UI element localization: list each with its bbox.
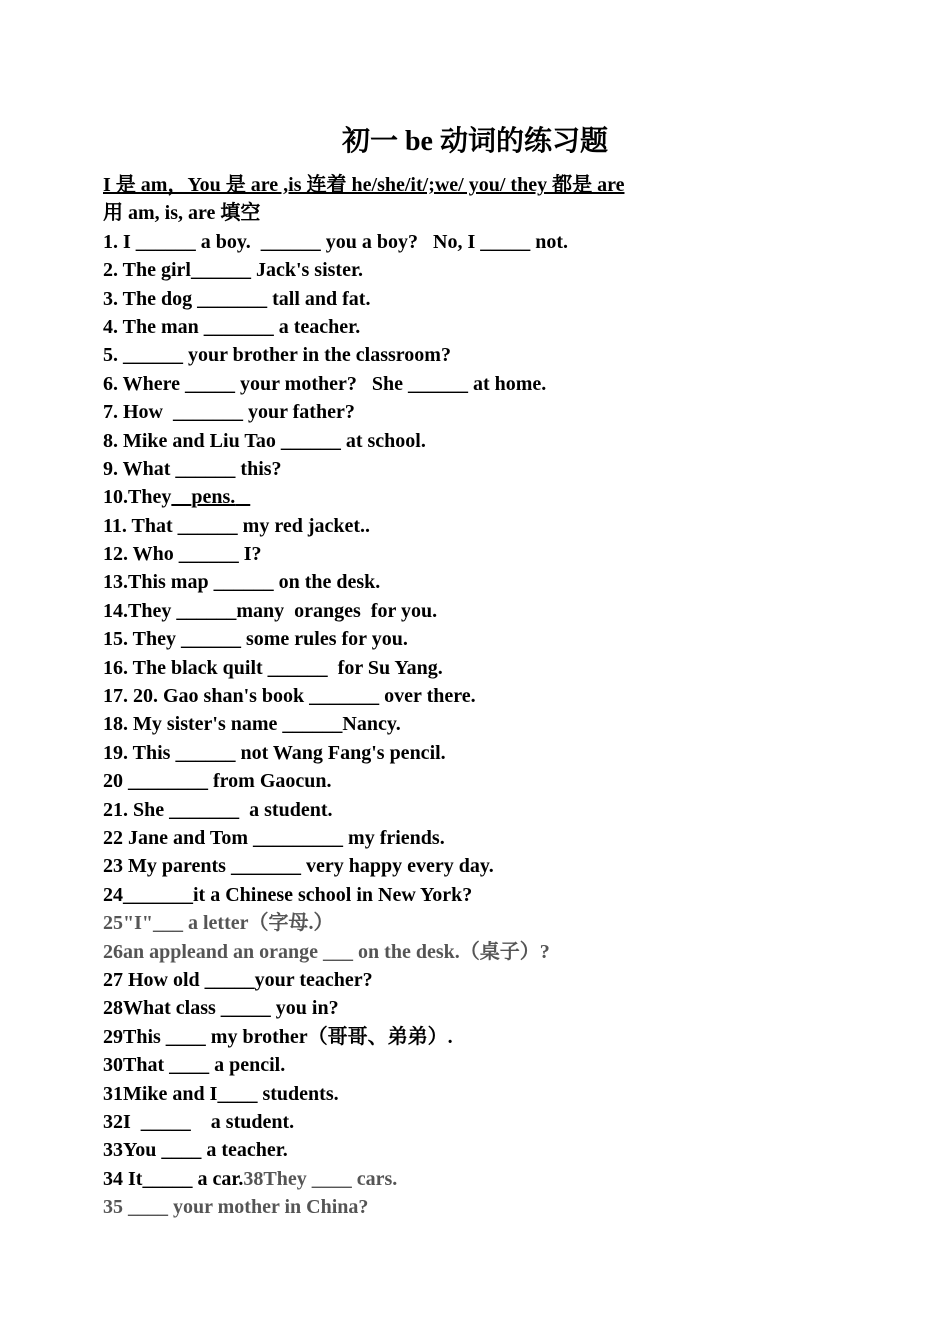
question-38-text: 38They ____ cars. (243, 1167, 398, 1190)
question-27: 27 How old _____your teacher? (103, 968, 373, 991)
question-18: 18. My sister's name ______Nancy. (103, 713, 401, 736)
question-8: 8. Mike and Liu Tao ______ at school. (103, 429, 426, 452)
question-23: 23 My parents _______ very happy every day. (103, 855, 494, 878)
question-31: 31Mike and I____ students. (103, 1082, 339, 1105)
question-28: 28What class _____ you in? (103, 997, 339, 1020)
question-24: 24_______it a Chinese school in New York? (103, 883, 473, 906)
question-34-text: 34 It_____ a car. (103, 1167, 244, 1190)
instruction: 用 am, is, are 填空 (103, 202, 261, 225)
question-11: 11. That ______ my red jacket.. (103, 514, 371, 537)
question-35: 35 ____ your mother in China? (103, 1196, 369, 1219)
worksheet-body (103, 171, 903, 1221)
question-2: 2. The girl______ Jack's sister. (103, 259, 364, 282)
grammar-rule: I 是 am，You 是 are ,is 连着 he/she/it/;we/ you/ they 都是 are (103, 174, 625, 196)
question-33: 33You ____ a teacher. (103, 1139, 288, 1162)
page-title: 初一 be 动词的练习题 (341, 126, 608, 157)
question-12: 12. Who ______ I? (103, 543, 262, 566)
question-13: 13.This map ______ on the desk. (103, 571, 381, 594)
question-30: 30That ____ a pencil. (103, 1054, 286, 1077)
question-17: 17. 20. Gao shan's book _______ over there. (103, 685, 476, 708)
question-22: 22 Jane and Tom _________ my friends. (103, 826, 445, 849)
question-14: 14.They ______many oranges for you. (103, 599, 438, 622)
question-3: 3. The dog _______ tall and fat. (103, 287, 371, 310)
question-29: 29This ____ my brother（哥哥、弟弟）. (103, 1025, 453, 1048)
question-32: 32I _____ a student. (103, 1110, 295, 1133)
question-10 (103, 483, 903, 511)
question-19: 19. This ______ not Wang Fang's pencil. (103, 741, 446, 764)
question-10-start: 10.They (103, 486, 172, 509)
question-34 (103, 1165, 903, 1193)
question-5: 5. ______ your brother in the classroom? (103, 344, 451, 367)
question-10-blank (171, 486, 191, 508)
question-9: 9. What ______ this? (103, 457, 282, 480)
question-1: 1. I ______ a boy. ______ you a boy? No, I _____ not. (103, 230, 569, 253)
question-7: 7. How _______ your father? (103, 401, 355, 424)
question-10-tail: pens. (191, 486, 236, 509)
question-20: 20 ________ from Gaocun. (103, 770, 332, 793)
question-15: 15. They ______ some rules for you. (103, 628, 408, 651)
question-25: 25"I"___ a letter（字母.） (103, 912, 334, 935)
question-16: 16. The black quilt ______ for Su Yang. (103, 656, 443, 679)
question-21: 21. She _______ a student. (103, 798, 333, 821)
question-10-blank-end (235, 486, 250, 508)
question-6: 6. Where _____ your mother? She ______ at home. (103, 372, 547, 395)
question-4: 4. The man _______ a teacher. (103, 315, 361, 338)
question-26: 26an appleand an orange ___ on the desk.（桌子）? (103, 940, 550, 963)
